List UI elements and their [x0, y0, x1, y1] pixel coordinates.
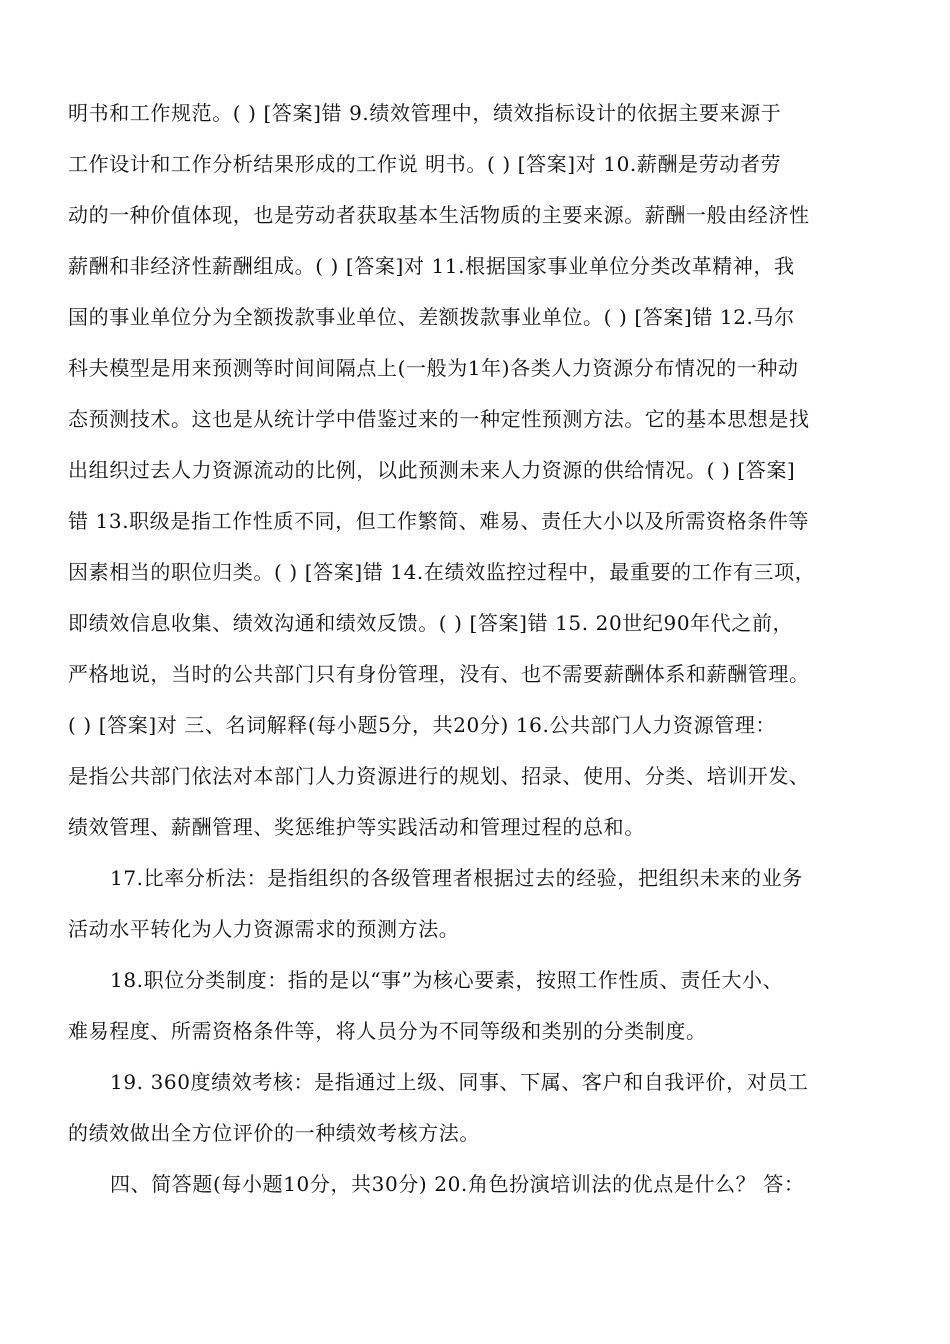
text-line: 工作设计和工作分析结果形成的工作说 明书。( ) [答案]对 10.薪酬是劳动者劳: [68, 152, 782, 176]
text-line: 科夫模型是用来预测等时间间隔点上(一般为1年)各类人力资源分布情况的一种动: [68, 356, 799, 380]
text-line: 即绩效信息收集、绩效沟通和绩效反馈。( ) [答案]错 15. 20世纪90年代之前，: [68, 611, 794, 635]
text-line: 出组织过去人力资源流动的比例，以此预测未来人力资源的供给情况。( ) [答案]: [68, 458, 796, 482]
text-line: 态预测技术。这也是从统计学中借鉴过来的一种定性预测方法。它的基本思想是找: [68, 407, 810, 431]
paragraph-first-line: 18.职位分类制度：指的是以“事”为核心要素，按照工作性质、责任大小、: [110, 968, 784, 992]
paragraph-first-line: 19. 360度绩效考核：是指通过上级、同事、下属、客户和自我评价，对员工: [110, 1070, 809, 1094]
text-line: 活动水平转化为人力资源需求的预测方法。: [68, 917, 460, 941]
text-line: 薪酬和非经济性薪酬组成。( ) [答案]对 11.根据国家事业单位分类改革精神，我: [68, 254, 795, 278]
text-line: 绩效管理、薪酬管理、奖惩维护等实践活动和管理过程的总和。: [68, 815, 645, 839]
text-line: 的绩效做出全方位评价的一种绩效考核方法。: [68, 1121, 480, 1145]
text-line: 动的一种价值体现，也是劳动者获取基本生活物质的主要来源。薪酬一般由经济性: [68, 203, 810, 227]
text-line: ( ) [答案]对 三、名词解释(每小题5分，共20分) 16.公共部门人力资源管理：: [68, 713, 777, 737]
text-line: 因素相当的职位归类。( ) [答案]错 14.在绩效监控过程中，最重要的工作有三项，: [68, 560, 816, 584]
text-line: 错 13.职级是指工作性质不同，但工作繁简、难易、责任大小以及所需资格条件等: [68, 509, 809, 533]
paragraph-first-line: 17.比率分析法：是指组织的各级管理者根据过去的经验，把组织未来的业务: [110, 866, 803, 890]
text-line: 难易程度、所需资格条件等，将人员分为不同等级和类别的分类制度。: [68, 1019, 707, 1043]
text-line: 国的事业单位分为全额拨款事业单位、差额拨款事业单位。( ) [答案]错 12.马尔: [68, 305, 795, 329]
text-line: 严格地说，当时的公共部门只有身份管理，没有、也不需要薪酬体系和薪酬管理。: [68, 662, 810, 686]
text-line: 是指公共部门依法对本部门人力资源进行的规划、招录、使用、分类、培训开发、: [68, 764, 810, 788]
text-line: 明书和工作规范。( ) [答案]错 9.绩效管理中，绩效指标设计的依据主要来源于: [68, 101, 782, 125]
paragraph-first-line: 四、简答题(每小题10分，共30分) 20.角色扮演培训法的优点是什么？ 答：: [110, 1172, 805, 1196]
